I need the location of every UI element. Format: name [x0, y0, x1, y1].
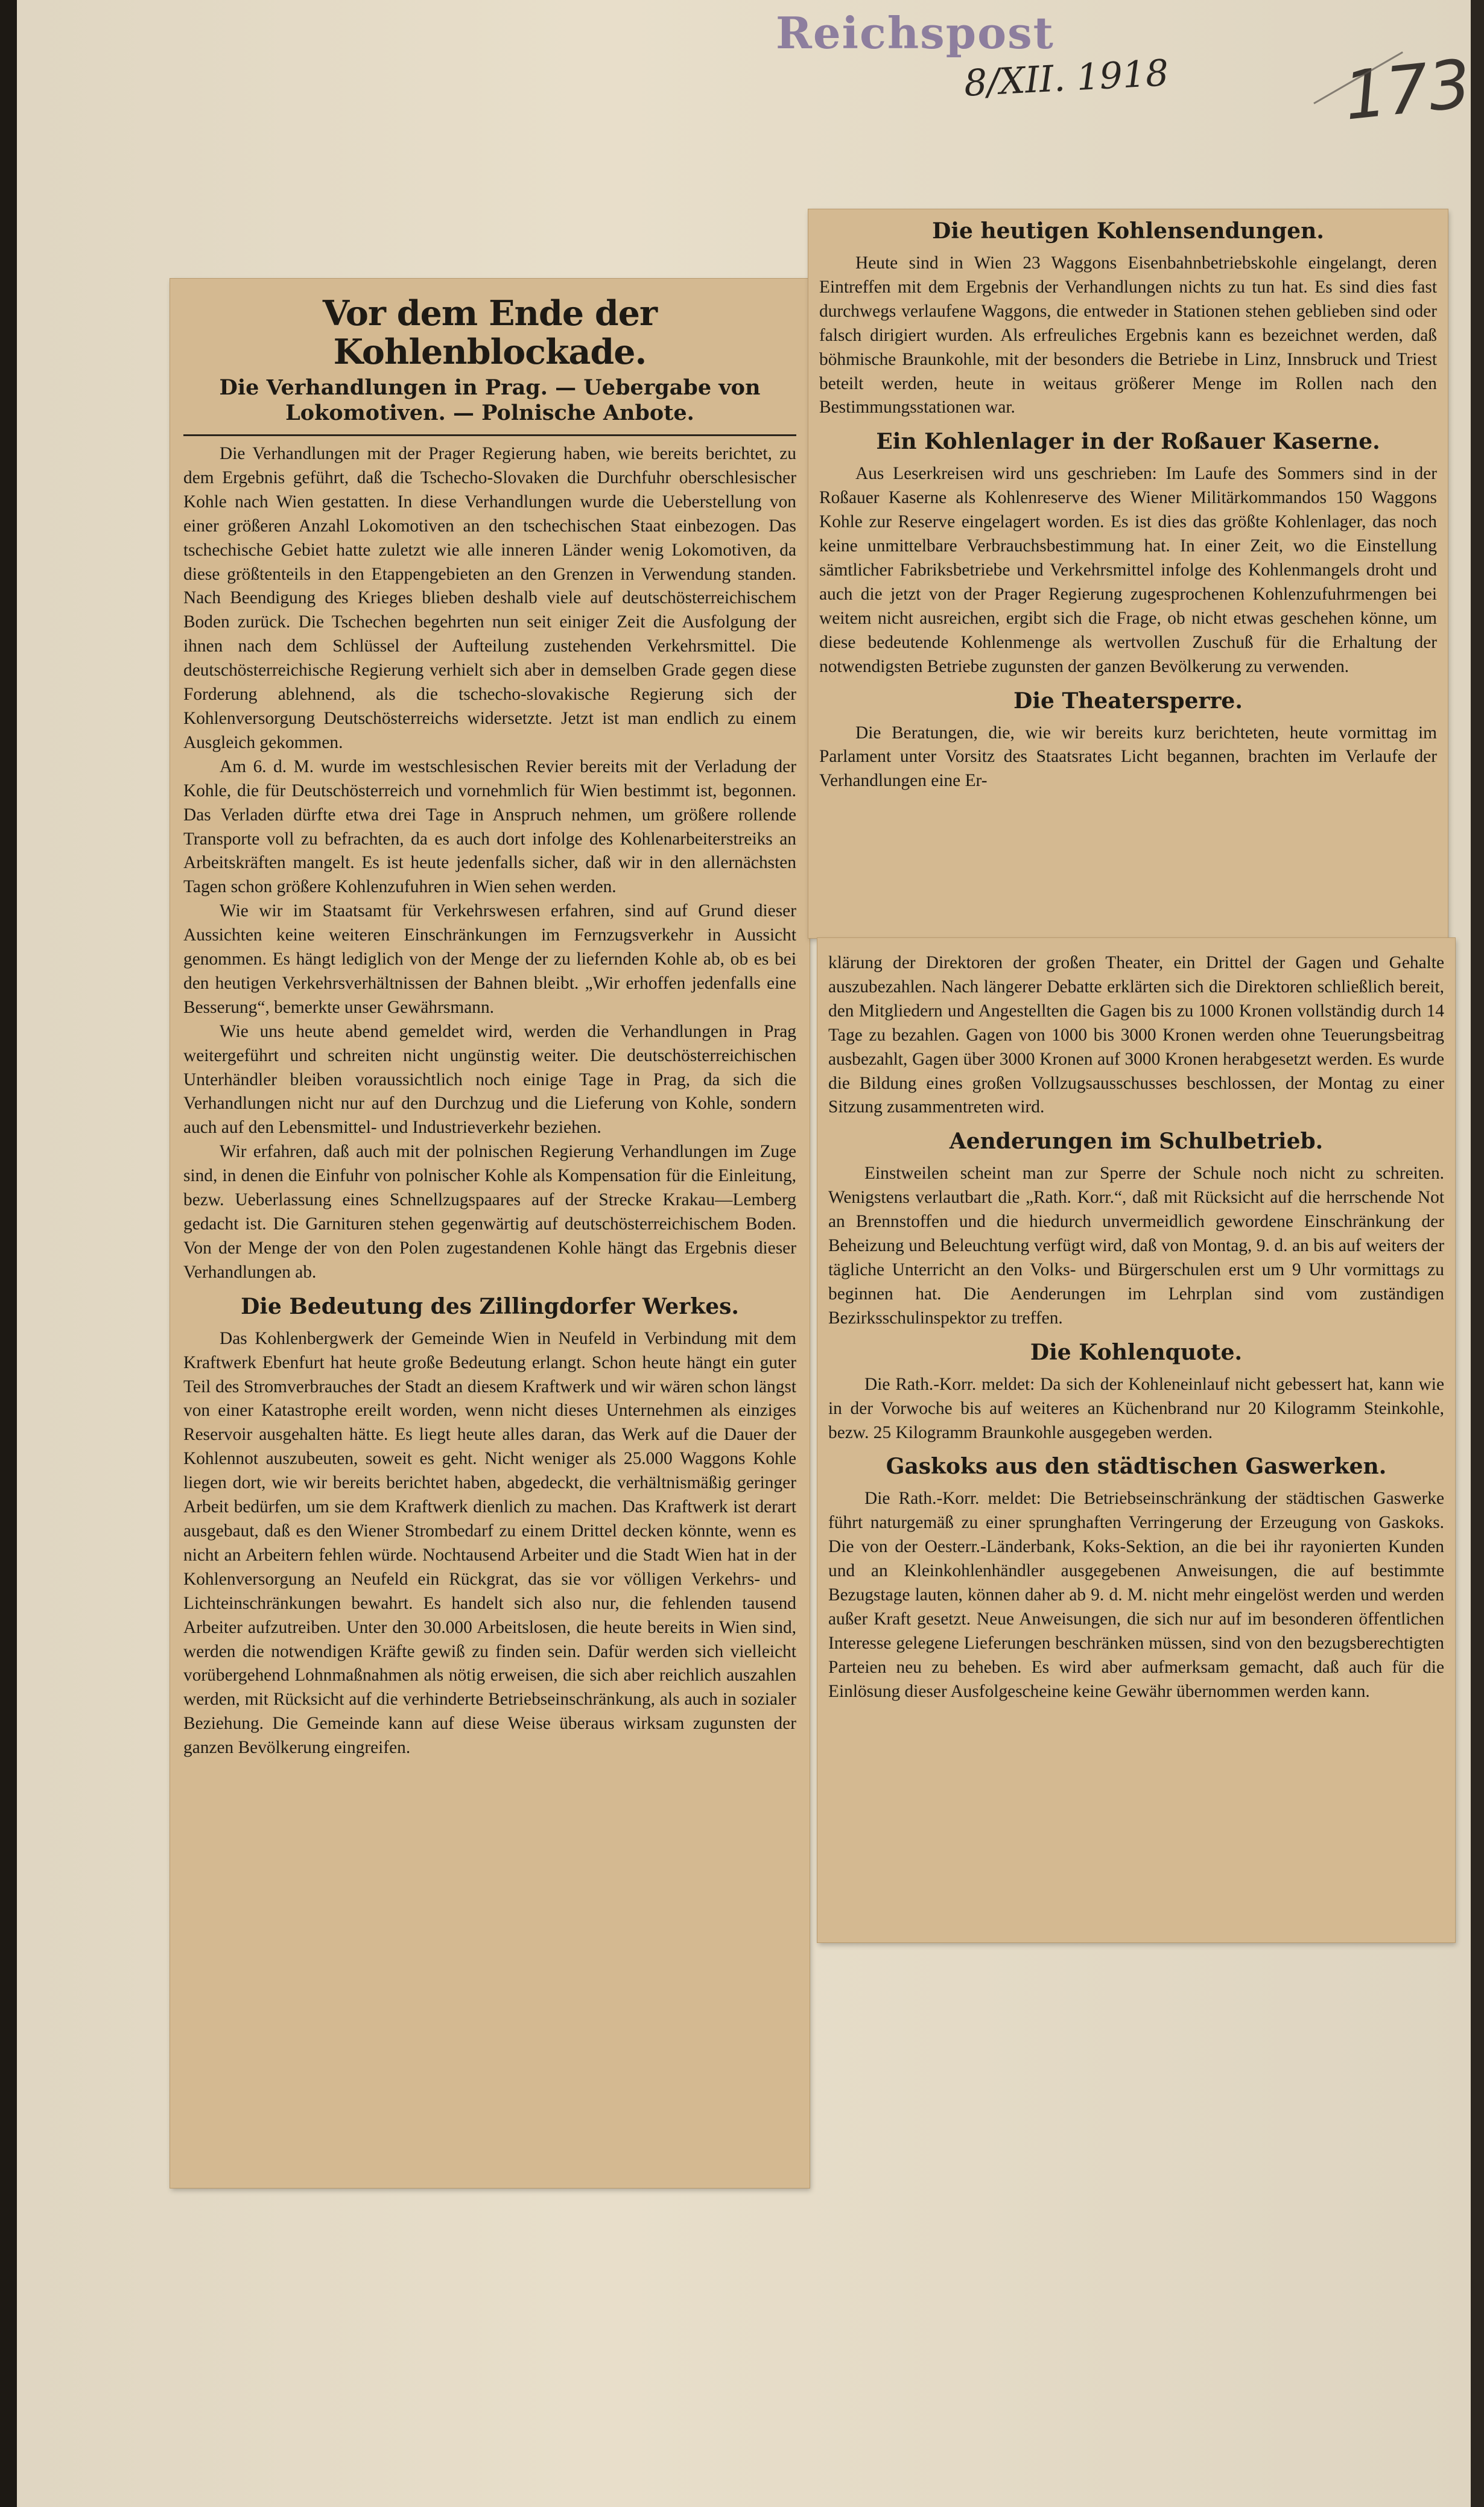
article-subtitle: Die Verhandlungen in Prag. — Uebergabe von Lokomotiven. — Polnische Anbote.	[219, 375, 761, 425]
paragraph: Wie wir im Staatsamt für Verkehrswesen erfahren, sind auf Grund dieser Aussichten keine weiteren Einschränkungen im Fernzugsverkehr in Aussicht genommen. Es hängt lediglich von der Menge der zu liefernden Kohle ab, ob es bei den heutigen Verkehrsverhältnissen der Bahnen bleibt. „Wir erhoffen jedenfalls eine Besserung“, bemerkte unser Gewährsmann.	[183, 901, 796, 1017]
paragraph: Einstweilen scheint man zur Sperre der Schule noch nicht zu schreiten. Wenigstens verlautbart die „Rath. Korr.“, daß mit Rücksicht auf die herrschende Not an Brennstoffen und die hiedurch unvermeidlich gewordene Einschränkung der Beheizung und Beleuchtung verfügt wird, daß von Montag, 9. d. an bis auf weiters der tägliche Unterricht an den Volks- und Bürgerschulen erst um 9 Uhr vormittags zu beginnen hat. Die Aenderungen im Lehrplan sind vom zuständigen Bezirksschulinspektor zu treffen.	[828, 1164, 1444, 1328]
section-heading: Gaskoks aus den städtischen Gaswerken.	[886, 1454, 1387, 1480]
paragraph: Aus Leserkreisen wird uns geschrieben: Im Laufe des Sommers sind in der Roßauer Kaserne als Kohlenreserve des Wiener Militärkommandos 150 Waggons Kohle zur Reserve eingelagert worden. Es ist dies das größte Kohlenlager, das noch keine unmittelbare Verbrauchsbestimmung hat. In einer Zeit, wo die Einstellung sämtlicher Fabriksbetriebe und Verkehrsmittel infolge des Kohlenmangels droht und auch die jetzt von der Prager Regierung zugesprochenen Kohlenzufuhrmengen bei weitem nicht ausreichen, ergibt sich die Frage, ob nicht etwas geschehen könne, um diese bedeutende Kohlenmenge als wertvollen Zuschuß für die Erhaltung der notwendigsten Betriebe zugunsten der ganzen Bevölkerung zu verwenden.	[819, 464, 1437, 676]
article-title: Vor dem Ende der Kohlenblockade.	[322, 293, 658, 372]
section-heading: Die Theatersperre.	[1013, 688, 1243, 714]
section-heading: Aenderungen im Schulbetrieb.	[949, 1129, 1324, 1155]
paragraph: Die Verhandlungen mit der Prager Regierung haben, wie bereits berichtet, zu dem Ergebnis geführt, daß die Tschecho-Slovaken die Durchfuhr oberschlesischer Kohle nach Wien gestatten. In diese Verhandlungen wurde die Ueberstellung von einer größeren Anzahl Lokomotiven an den tschechischen Staat einbezogen. Das tschechische Gebiet hatte zuletzt wie alle inneren Länder wenig Lokomotiven, da diese größtenteils in den Etappengebieten an den Grenzen in Verwendung standen. Nach Beendigung des Krieges blieben deshalb viele auf deutschösterreichischem Boden zurück. Die Tschechen begehrten nun seit einiger Zeit die Ausfolgung der ihnen nach dem Schlüssel der Aufteilung zustehenden Verkehrsmittel. Die deutschösterreichische Regierung verhielt sich aber in demselben Grade gegen diese Forderung ablehnend, als die tschecho-slovakische Regierung sich der Kohlenversorgung Deutschösterreichs widersetzte. Jetzt ist man endlich zu einem Ausgleich gekommen.	[183, 444, 796, 752]
section-heading: Ein Kohlenlager in der Roßauer Kaserne.	[876, 429, 1380, 455]
scan-border	[0, 0, 17, 2507]
section-heading: Die heutigen Kohlensendungen.	[932, 218, 1324, 244]
paragraph: Das Kohlenbergwerk der Gemeinde Wien in Neufeld in Verbindung mit dem Kraftwerk Ebenfurt hat heute große Bedeutung erlangt. Schon heute hängt ein guter Teil des Stromverbrauches der Stadt an diesem Kraftwerk und wir wären schon längst von einer Katastrophe ereilt worden, wenn nicht dieses Unternehmen als einziges Reservoir ausgehalten hätte. Es liegt heute alles daran, das Werk auf die Dauer der Kohlennot auszubeuten, soweit es geht. Nicht weniger als 25.000 Waggons Kohle liegen dort, wie wir bereits berichtet haben, abgedeckt, die verhältnismäßig geringer Arbeit bedürfen, um sie dem Kraftwerk dienlich zu machen. Das Kraftwerk ist derart ausgebaut, daß es den Wiener Strombedarf zu einem Drittel decken könnte, wenn es nicht an Arbeitern fehlen würde. Nochtausend Arbeiter und die Stadt Wien hat in der Kohlenversorgung an Neufeld ein Rückgrat, das sie vor völligen Verkehrs- und Lichteinschränkungen bewahrt. Es handelt sich also nur, die fehlenden tausend Arbeiter aufzutreiben. Unter den 30.000 Arbeitslosen, die heute bereits in Wien sind, werden die notwendigen Kräfte gewiß zu finden sein. Dafür werden sich vielleicht vorübergehend Lohnmaßnahmen als nötig erweisen, die sich aber reichlich auszahlen werden, mit Rücksicht auf die verhinderte Betriebseinschränkung, als auch in sozialer Beziehung. Die Gemeinde kann auf diese Weise überaus wirksam zugunsten der ganzen Bevölkerung eingreifen.	[183, 1328, 796, 1758]
divider	[183, 434, 796, 436]
section-heading: Die Kohlenquote.	[1030, 1339, 1243, 1365]
paragraph: Am 6. d. M. wurde im westschlesischen Revier bereits mit der Verladung der Kohle, die für Deutschösterreich und vornehmlich für Wien bestimmt ist, begonnen. Das Verladen dürfte etwa drei Tage in Anspruch nehmen, um größere rollende Transporte voll zu befrachten, da es auch dort infolge des Kohlenarbeiterstreiks an Arbeitskräften mangelt. Es ist heute jedenfalls sicher, daß wir in den allernächsten Tagen schon größere Kohlenzufuhren in Wien sehen werden.	[183, 756, 796, 897]
clipping-right-bottom	[817, 938, 1455, 1942]
clipping-right-top	[808, 209, 1448, 938]
paragraph: Wie uns heute abend gemeldet wird, werden die Verhandlungen in Prag weitergeführt und schreiten nicht ungünstig weiter. Die deutschösterreichischen Unterhändler bleiben voraussichtlich noch einige Tage in Prag, da sich die Verhandlungen nicht nur auf den Durchzug und die Lieferung von Kohle, sondern auch auf den Lebensmittel- und Industrieverkehr beziehen.	[183, 1021, 796, 1138]
clipping-left	[170, 279, 810, 2188]
paragraph-continuation: klärung der Direktoren der großen Theater, ein Drittel der Gagen und Gehalte auszubezahlen. Nach längerer Debatte erklärten sich die Direktoren schließlich bereit, den Mitgliedern und Angestellten die Gagen bis zu 1000 Kronen vollständig durch 14 Tage zu bezahlen. Gagen von 1000 bis 3000 Kronen werden ohne Teuerungsbeitrag ausbezahlt, Gagen über 3000 Kronen auf 3000 Kronen herabgesetzt werden. Es wurde die Bildung eines großen Vollzugsausschusses beschlossen, der Montag zu einer Sitzung zusammentreten wird.	[828, 953, 1444, 1117]
section-heading: Die Bedeutung des Zillingdorfer Werkes.	[241, 1293, 739, 1319]
paragraph: Heute sind in Wien 23 Waggons Eisenbahnbetriebskohle eingelangt, deren Eintreffen mit dem Ergebnis der Verhandlungen nichts zu tun hat. Es sind dies fast durchwegs verlaufene Waggons, die entweder in Stationen stehen geblieben sind oder falsch dirigiert wurden. Als erfreuliches Ergebnis kann es bezeichnet werden, daß böhmische Braunkohle, mit der besonders die Betriebe in Linz, Innsbruck und Triest beteilt werden, heute in weitaus größerer Menge im Rollen nach den Bestimmungsstationen war.	[819, 253, 1437, 417]
paragraph: Die Rath.-Korr. meldet: Die Betriebseinschränkung der städtischen Gaswerke führt naturgemäß zu einer sprunghaften Verringerung der Erzeugung von Gaskoks. Die von der Oesterr.-Länderbank, Koks-Sektion, an die bei ihr rayonierten Kunden und an Kleinkohlenhändler ausgegebenen Anweisungen, die auf bestimmte Bezugstage lauten, können daher ab 9. d. M. nicht mehr eingelöst werden und werden außer Kraft gesetzt. Neue Anweisungen, die sich nur auf im besonderen öffentlichen Interesse gelegene Lieferungen beschränken müssen, sind von den bezugsberechtigten Parteien neu zu beheben. Es wird aber aufmerksam gemacht, daß auch für die Einlösung dieser Ausfolgescheine keine Gewähr übernommen werden kann.	[828, 1489, 1444, 1701]
handwritten-page-number: 173	[1340, 45, 1475, 135]
paragraph: Die Rath.-Korr. meldet: Da sich der Kohleneinlauf nicht gebessert hat, kann wie in der Vorwoche bis auf weiteres an Küchenbrand nur 20 Kilogramm Steinkohle, bezw. 25 Kilogramm Braunkohle ausgegeben werden.	[828, 1374, 1444, 1442]
paragraph: Wir erfahren, daß auch mit der polnischen Regierung Verhandlungen im Zuge sind, in denen die Einfuhr von polnischer Kohle als Kompensation für die Einleitung, bezw. Ueberlassung eines Schnellzugspaares auf der Strecke Krakau—Lemberg gedacht ist. Die Garnituren stehen gegenwärtig auf deutschösterreichischem Boden. Von der Menge der von den Polen zugestandenen Kohle hängt das Ergebnis dieser Verhandlungen ab.	[183, 1142, 796, 1282]
paragraph: Die Beratungen, die, wie wir bereits kurz berichteten, heute vormittag im Parlament unter Vorsitz des Staatsrates Licht begannen, brachten im Verlaufe der Verhandlungen eine Er-	[819, 723, 1437, 791]
handwritten-date: 8/XII. 1918	[963, 52, 1170, 105]
newspaper-stamp: Reichspost	[776, 7, 1054, 59]
